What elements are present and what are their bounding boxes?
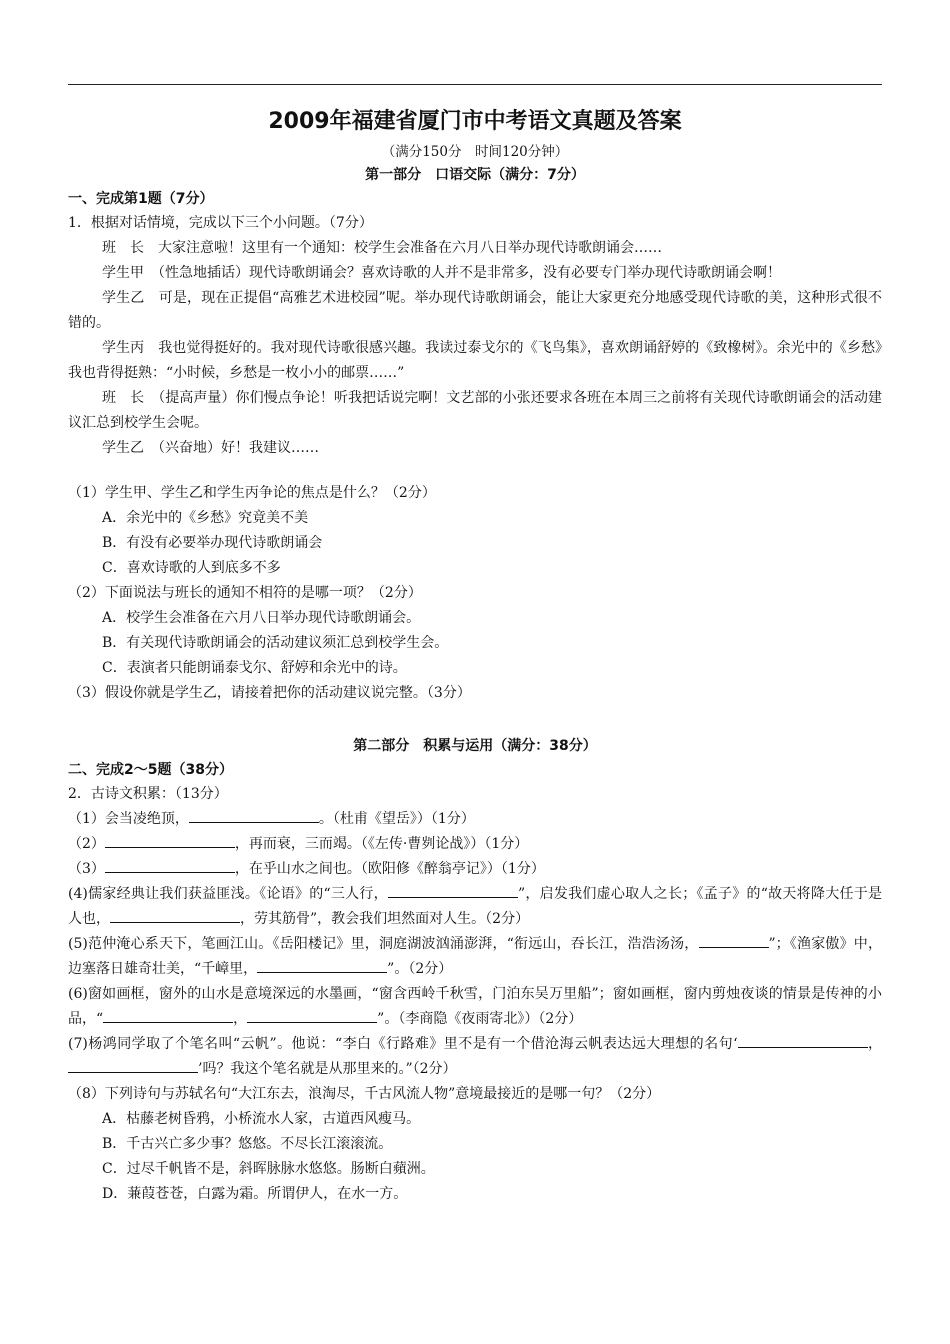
answer-blank: [110, 908, 240, 923]
q2-4: [68, 882, 882, 932]
q1-3-question: （3）假设你就是学生乙，请接着把你的活动建议说完整。（3分）: [68, 685, 471, 701]
q2-3: [68, 857, 882, 882]
q2-6-text3: ”。（李商隐《夜雨寄北》）（2分）: [377, 1011, 583, 1027]
answer-blank: [738, 1033, 868, 1048]
dialogue-line: 学生丙 我也觉得挺好的。我对现代诗歌很感兴趣。我读过泰戈尔的《飞鸟集》，喜欢朗诵舒婷的《致橡树》。余光中的《乡愁》我也背得挺熟：“小时候，乡愁是一枚小小的邮票……”: [68, 340, 882, 381]
q1-2-option: A．校学生会准备在六月八日举办现代诗歌朗诵会。: [102, 610, 421, 626]
q1-2-option: B．有关现代诗歌朗诵会的活动建议须汇总到校学生会。: [102, 635, 449, 651]
exam-info: （满分150分 时间120分钟）: [381, 144, 569, 160]
answer-blank: [68, 1058, 198, 1073]
q1-1-question: （1）学生甲、学生乙和学生丙争论的焦点是什么？（2分）: [68, 485, 436, 501]
q2-7-text: (7)杨鸿同学取了个笔名叫“云帆”。他说：“李白《行路难》里不是有一个借沧海云帆表达远大理想的名句‘: [68, 1036, 738, 1052]
dialogue-line: 班 长 （提高声量）你们慢点争论！听我把话说完啊！文艺部的小张还要求各班在本周三之前将有关现代诗歌朗诵会的活动建议汇总到校学生会呢。: [68, 390, 882, 431]
answer-blank: [105, 833, 235, 848]
q2-5-text3: ”。（2分）: [387, 961, 453, 977]
dialogue-line: 学生乙 （兴奋地）好！我建议……: [102, 440, 319, 456]
q2-8-option: A．枯藤老树昏鸦，小桥流水人家，古道西风瘦马。: [102, 1111, 421, 1127]
q1-2-question: （2）下面说法与班长的通知不相符的是哪一项？（2分）: [68, 585, 422, 601]
q2-6-comma: ，: [233, 1011, 248, 1027]
q2-3-num: （3）: [68, 861, 105, 877]
page-title: 2009年福建省厦门市中考语文真题及答案: [268, 109, 682, 134]
answer-blank: [105, 858, 235, 873]
q1-1-option: A．余光中的《乡愁》究竟美不美: [102, 510, 309, 526]
answer-blank: [103, 1008, 233, 1023]
q2-4-text3: ，劳其筋骨”，教会我们坦然面对人生。（2分）: [240, 911, 530, 927]
document-page: [68, 84, 882, 1207]
q1-1-option: C．喜欢诗歌的人到底多不多: [102, 560, 281, 576]
part1-heading: 第一部分 口语交际（满分：7分）: [365, 167, 585, 183]
q2-7: [68, 1032, 882, 1082]
part2-heading: 第二部分 积累与运用（满分：38分）: [353, 738, 597, 754]
section1-heading: 一、完成第1题（7分）: [68, 191, 214, 207]
answer-blank: [388, 883, 518, 898]
q2-8-option: B．千古兴亡多少事？悠悠。不尽长江滚滚流。: [102, 1136, 393, 1152]
q2-7-text3: ’吗？我这个笔名就是从那里来的。”（2分）: [198, 1061, 457, 1077]
q2-6: [68, 982, 882, 1032]
q2-8-question: （8）下列诗句与苏轼名句“大江东去，浪淘尽，千古风流人物”意境最接近的是哪一句？（2分）: [68, 1086, 661, 1102]
q2-4-text2: ”，启发我们虚心取人之长；《孟子》的“故天将降大任于是人也，: [68, 886, 882, 927]
q1-1-option: B．有没有必要举办现代诗歌朗诵会: [102, 535, 323, 551]
q2-6-text: (6)窗如画框，窗外的山水是意境深远的水墨画，“窗含西岭千秋雪，门泊东吴万里船”；窗如画框，窗内剪烛夜谈的情景是传神的小品，“: [68, 986, 882, 1027]
q2-2-text: ，再而衰，三而竭。（《左传·曹刿论战》）（1分）: [234, 836, 529, 852]
answer-blank: [257, 958, 387, 973]
q1-intro: 1．根据对话情境，完成以下三个小问题。（7分）: [68, 215, 373, 231]
answer-blank: [189, 808, 319, 823]
dialogue-line: 班 长 大家注意啦！这里有一个通知：校学生会准备在六月八日举办现代诗歌朗诵会……: [102, 240, 662, 256]
q2-4-text: (4)儒家经典让我们获益匪浅。《论语》的“三人行，: [68, 886, 388, 902]
q2-2-num: （2）: [68, 836, 105, 852]
q1-2-option: C．表演者只能朗诵泰戈尔、舒婷和余光中的诗。: [102, 660, 407, 676]
q2-3-text: ，在乎山水之间也。（欧阳修《醉翁亭记》）（1分）: [234, 861, 545, 877]
q2-8-option: D．蒹葭苍苍，白露为霜。所谓伊人，在水一方。: [102, 1186, 408, 1202]
top-rule: [68, 84, 882, 85]
dialogue-line: 学生甲 （性急地插话）现代诗歌朗诵会？喜欢诗歌的人并不是非常多，没有必要专门举办现代诗歌朗诵会啊！: [102, 265, 781, 281]
answer-blank: [247, 1008, 377, 1023]
q2-1: [68, 807, 882, 832]
q2-intro: 2．古诗文积累：（13分）: [68, 786, 228, 802]
q2-5: [68, 932, 882, 982]
q2-5-text: (5)范仲淹心系天下，笔画江山。《岳阳楼记》里，洞庭湖波汹涌澎湃，“衔远山，吞长江，浩浩汤汤，: [68, 936, 699, 952]
dialogue-line: 学生乙 可是，现在正提倡“高雅艺术进校园”呢。举办现代诗歌朗诵会，能让大家更充分地感受现代诗歌的美，这种形式很不错的。: [68, 290, 882, 331]
q2-1-text: （1）会当凌绝顶，: [68, 811, 189, 827]
answer-blank: [699, 933, 769, 948]
q2-7-comma: ，: [867, 1036, 882, 1052]
q2-8-option: C．过尽千帆皆不是，斜晖脉脉水悠悠。肠断白蘋洲。: [102, 1161, 435, 1177]
section2-heading: 二、完成2～5题（38分）: [68, 762, 233, 778]
q2-1-source: 。（杜甫《望岳》）（1分）: [318, 811, 475, 827]
q2-5-text2: ”；《渔家傲》中，边塞落日雄奇壮美，“千嶂里，: [68, 936, 882, 977]
q2-2: [68, 832, 882, 857]
